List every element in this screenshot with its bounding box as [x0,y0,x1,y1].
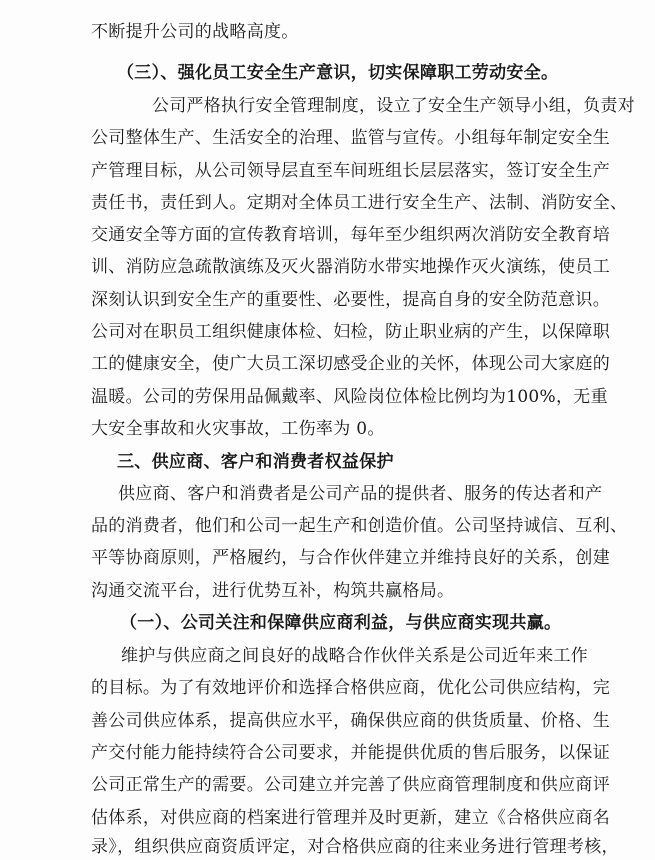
paragraph-line: 善公司供应体系，提高供应水平，确保供应商的供货质量、价格、生 [91,711,610,731]
paragraph-line: 交通安全等方面的宣传教育培训，每年至少组织两次消防安全教育培 [91,225,610,245]
paragraph-line: 责任书，责任到人。定期对全体员工进行安全生产、法制、消防安全、 [91,193,628,213]
section-heading: （一）、公司关注和保障供应商利益，与供应商实现共赢。 [120,613,562,633]
paragraph-line: 维护与供应商之间良好的战略合作伙伴关系是公司近年来工作 [121,646,589,666]
paragraph-line: 公司正常生产的需要。公司建立并完善了供应商管理制度和供应商评 [91,775,610,795]
paragraph-line: 供应商、客户和消费者是公司产品的提供者、服务的传达者和产 [118,484,603,504]
paragraph-line: 深刻认识到安全生产的重要性、必要性，提高自身的安全防范意识。 [91,290,610,310]
paragraph-line: 录》，组织供应商资质评定，对合格供应商的往来业务进行管理考核， [91,837,619,857]
paragraph-line: 公司对在职员工组织健康体检、妇检，防止职业病的产生，以保障职 [91,322,610,342]
section-heading: （三）、强化员工安全生产意识，切实保障职工劳动安全。 [117,63,559,83]
section-heading: 三、供应商、客户和消费者权益保护 [117,452,394,472]
paragraph-line: 的目标。为了有效地评价和选择合格供应商，优化公司供应结构，完 [91,678,610,698]
paragraph-line: 工的健康安全，使广大员工深切感受企业的关怀，体现公司大家庭的 [91,354,610,374]
paragraph-line: 品的消费者，他们和公司一起生产和创造价值。公司坚持诚信、互利、 [91,516,628,536]
paragraph-line: 沟通交流平台，进行优势互补，构筑共赢格局。 [91,581,455,601]
paragraph-line: 大安全事故和火灾事故，工伤率为 0。 [91,419,385,439]
paragraph-line: 估体系，对供应商的档案进行管理并及时更新，建立《合格供应商名 [91,808,610,828]
paragraph-line: 公司整体生产、生活安全的治理、监管与宣传。小组每年制定安全生 [91,128,610,148]
paragraph-line: 训、消防应急疏散演练及灭火器消防水带实地操作灭火演练，使员工 [91,257,610,277]
paragraph-line: 产交付能力能持续符合公司要求，并能提供优质的售后服务，以保证 [91,743,610,763]
paragraph-line: 公司严格执行安全管理制度，设立了安全生产领导小组，负责对 [152,96,635,116]
paragraph-line: 产管理目标，从公司领导层直至车间班组长层层落实，签订安全生产 [91,161,610,181]
paragraph-line: 温暖。公司的劳保用品佩戴率、风险岗位体检比例均为100%，无重 [91,387,608,407]
paragraph-line: 平等协商原则，严格履约，与合作伙伴建立并维持良好的关系，创建 [91,548,610,568]
paragraph-line: 不断提升公司的战略高度。 [91,22,299,42]
